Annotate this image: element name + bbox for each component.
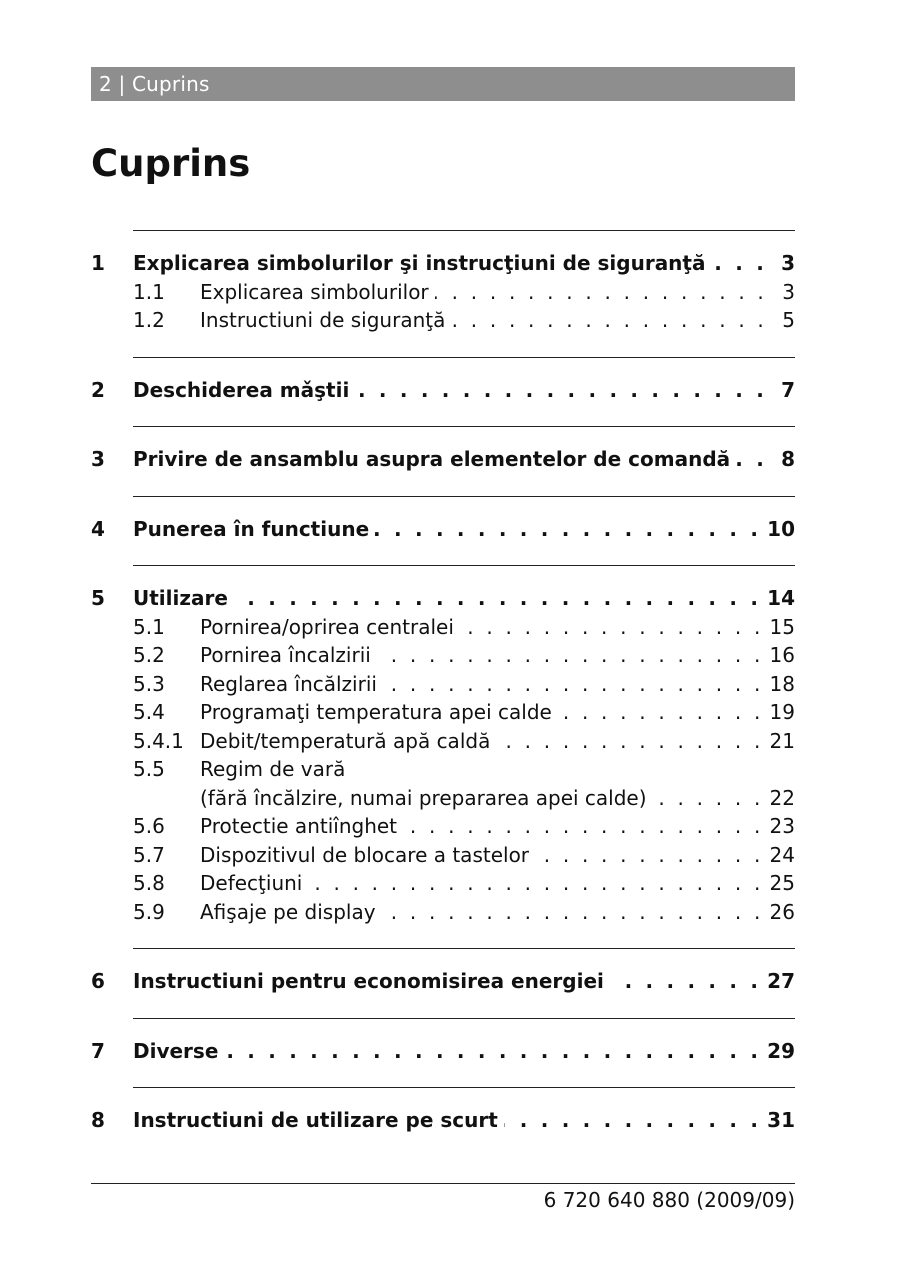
toc-entry[interactable] — [91, 967, 795, 996]
toc-subentry[interactable] — [133, 613, 795, 642]
dot-leader — [653, 784, 764, 813]
section-number: 3 — [91, 447, 105, 471]
subsection-number: 5.4.1 — [133, 728, 184, 753]
toc-entry[interactable] — [91, 1106, 795, 1135]
page-number: 19 — [769, 700, 795, 724]
page-number: 10 — [767, 516, 795, 541]
dot-leader — [558, 698, 764, 727]
toc-section-5 — [91, 565, 795, 948]
section-title: Privire de ansamblu asupra elementelor de comandă — [133, 447, 731, 471]
dot-leader — [403, 812, 764, 841]
page-number: 21 — [769, 728, 795, 753]
section-number: 7 — [91, 1038, 105, 1063]
section-title: Diverse — [133, 1038, 219, 1063]
toc-entry[interactable] — [91, 1037, 795, 1066]
page-number: 5 — [782, 308, 795, 332]
toc-section-6 — [91, 948, 795, 1018]
subsection-number: 5.3 — [133, 671, 165, 696]
toc-subentry[interactable] — [133, 727, 795, 756]
section-title: Explicarea simbolurilor şi instrucţiuni de siguranţă — [133, 251, 706, 275]
toc-section-1 — [91, 230, 795, 357]
subsection-title: Reglarea încălzirii — [200, 671, 377, 696]
page-number: 16 — [769, 643, 795, 667]
subsection-title: Programaţi temperatura apei calde — [200, 700, 552, 724]
section-title: Deschiderea mǎştii — [133, 377, 350, 402]
page-number: 23 — [769, 814, 795, 838]
dot-leader — [308, 869, 763, 898]
section-title: Punerea în functiune — [133, 516, 370, 541]
page-number: 7 — [781, 377, 795, 402]
subsection-title: Defecţiuni — [200, 871, 303, 895]
dot-leader — [383, 670, 764, 699]
subsection-title: Protectie antiînghet — [200, 814, 398, 838]
section-number: 8 — [91, 1108, 105, 1132]
dot-leader — [736, 445, 767, 474]
page-number: 3 — [782, 279, 795, 304]
page-title: Cuprins — [91, 142, 251, 185]
section-title: Instructiuni pentru economisirea energiei — [133, 969, 604, 993]
section-number: 4 — [91, 516, 105, 541]
subsection-number: 5.7 — [133, 842, 165, 867]
toc-entry[interactable] — [91, 376, 795, 405]
dot-leader — [451, 306, 767, 335]
page-number: 22 — [769, 785, 795, 810]
subsection-number: 1.1 — [133, 279, 165, 304]
toc-subentry[interactable] — [133, 641, 795, 670]
subsection-number: 5.6 — [133, 814, 165, 838]
page-number: 18 — [769, 671, 795, 696]
section-title: Instructiuni de utilizare pe scurt — [133, 1108, 498, 1132]
toc-subentry[interactable] — [133, 898, 795, 927]
toc-section-3 — [91, 426, 795, 496]
toc-section-8 — [91, 1087, 795, 1157]
table-of-contents — [91, 230, 795, 1157]
dot-leader — [504, 1106, 761, 1135]
page-number: 29 — [767, 1038, 795, 1063]
page-number: 14 — [767, 586, 795, 610]
toc-entry[interactable] — [91, 584, 795, 613]
section-number: 5 — [91, 586, 105, 610]
toc-entry[interactable] — [91, 445, 795, 474]
toc-subentry[interactable] — [133, 784, 795, 813]
toc-subentry[interactable] — [133, 841, 795, 870]
section-number: 2 — [91, 377, 105, 402]
toc-section-4 — [91, 496, 795, 566]
subsection-number: 1.2 — [133, 308, 165, 332]
subsection-title: Afişaje pe display — [200, 899, 376, 924]
subsection-title: (fără încălzire, numai prepararea apei calde) — [200, 785, 647, 810]
toc-section-2 — [91, 357, 795, 427]
subsection-title: Pornirea/oprirea centralei — [200, 614, 454, 639]
dot-leader — [496, 727, 763, 756]
dot-leader — [234, 584, 761, 613]
page-number: 3 — [781, 251, 795, 275]
toc-subentry[interactable] — [133, 306, 795, 335]
page-number: 15 — [769, 614, 795, 639]
toc-entry[interactable] — [91, 515, 795, 544]
subsection-title: Regim de vară — [200, 757, 346, 781]
section-title: Utilizare — [133, 586, 228, 610]
toc-subentry[interactable] — [133, 698, 795, 727]
toc-section-7 — [91, 1018, 795, 1088]
page-number: 8 — [781, 447, 795, 471]
toc-subentry[interactable] — [133, 278, 795, 307]
toc-entry[interactable] — [91, 249, 795, 278]
subsection-number: 5.5 — [133, 757, 165, 781]
subsection-title: Debit/temperatură apă caldă — [200, 728, 491, 753]
subsection-number: 5.2 — [133, 643, 165, 667]
dot-leader — [711, 249, 767, 278]
dot-leader — [435, 278, 767, 307]
subsection-number: 5.4 — [133, 700, 165, 724]
dot-leader — [610, 967, 761, 996]
page-number: 26 — [769, 899, 795, 924]
subsection-title: Pornirea încalzirii — [200, 643, 371, 667]
page-number: 31 — [767, 1108, 795, 1132]
subsection-number: 5.1 — [133, 614, 165, 639]
toc-subentry[interactable] — [133, 755, 795, 784]
dot-leader — [535, 841, 764, 870]
subsection-number: 5.8 — [133, 871, 165, 895]
toc-subentry[interactable] — [133, 670, 795, 699]
dot-leader — [375, 515, 761, 544]
page-number: 24 — [769, 842, 795, 867]
section-number: 6 — [91, 969, 105, 993]
subsection-title: Dispozitivul de blocare a tastelor — [200, 842, 530, 867]
footer-divider — [91, 1183, 795, 1184]
dot-leader — [460, 613, 764, 642]
subsection-title: Explicarea simbolurilor — [200, 279, 429, 304]
toc-subentry[interactable] — [133, 869, 795, 898]
subsection-number: 5.9 — [133, 899, 165, 924]
dot-leader — [355, 376, 767, 405]
page-number: 25 — [769, 871, 795, 895]
document-code: 6 720 640 880 (2009/09) — [543, 1188, 795, 1212]
subsection-title: Instructiuni de siguranţă — [200, 308, 446, 332]
dot-leader — [382, 898, 764, 927]
dot-leader — [224, 1037, 761, 1066]
toc-subentry[interactable] — [133, 812, 795, 841]
section-number: 1 — [91, 251, 105, 275]
dot-leader — [377, 641, 764, 670]
page-number: 27 — [767, 969, 795, 993]
running-header: 2 | Cuprins — [91, 67, 795, 101]
